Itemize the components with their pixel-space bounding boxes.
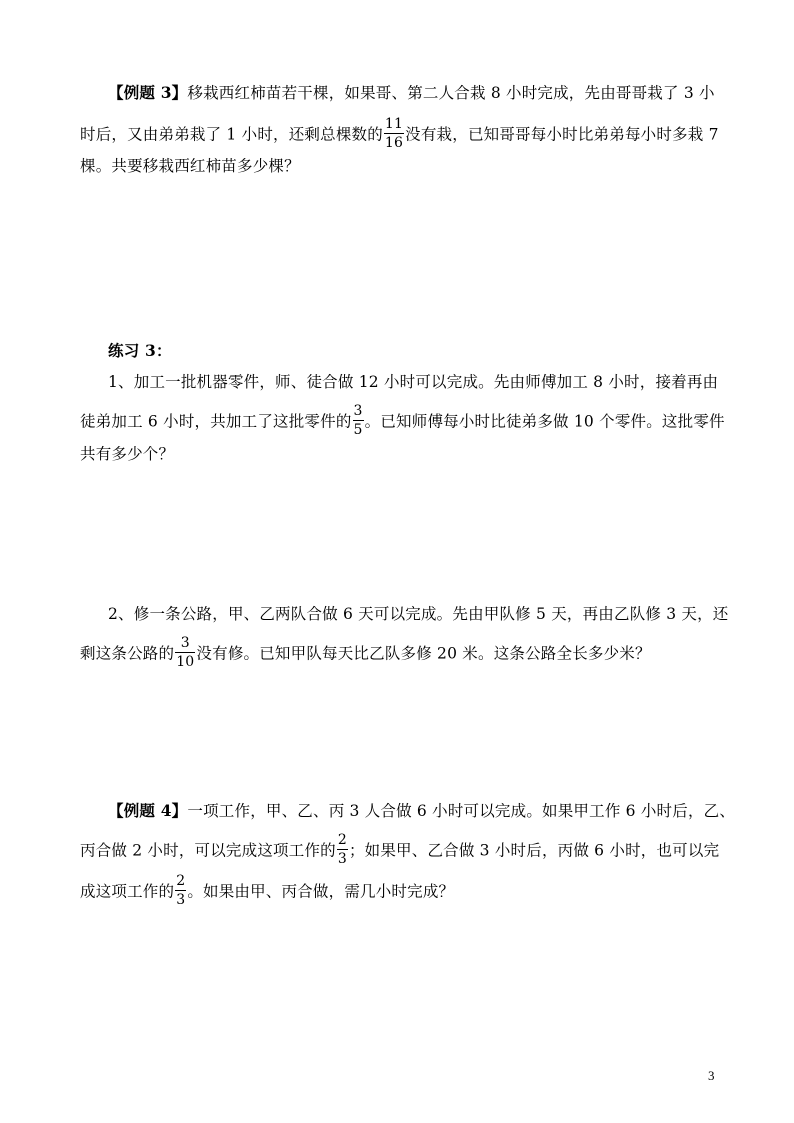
practice-3-q2-text-2b: 没有修。已知甲队每天比乙队多修 20 米。这条公路全长多少米？ bbox=[196, 644, 651, 663]
practice-3-heading: 练习 3： bbox=[108, 341, 172, 360]
example-4-text-3a: 成这项工作的 bbox=[80, 882, 175, 901]
fraction-denominator: 3 bbox=[337, 851, 347, 867]
example-4-text-3b: 。如果由甲、丙合做，需几小时完成？ bbox=[187, 882, 455, 901]
practice-3-q2-line-1: 2、修一条公路，甲、乙两队合做 6 天可以完成。先由甲队修 5 天，再由乙队修 3 天，还 bbox=[108, 605, 729, 623]
example-4-fraction-1 bbox=[337, 832, 348, 867]
fraction-denominator: 5 bbox=[353, 422, 363, 438]
example-3-text-2a: 时后，又由弟弟栽了 1 小时，还剩总棵数的 bbox=[80, 125, 383, 144]
example-4-line-3 bbox=[80, 875, 454, 910]
example-3-line-2 bbox=[80, 118, 719, 153]
fraction-denominator: 16 bbox=[384, 135, 404, 151]
fraction-bar bbox=[175, 890, 186, 891]
example-3-label: 【例题 3】 bbox=[108, 83, 188, 102]
practice-3-q2-fraction bbox=[175, 635, 195, 670]
fraction-numerator: 3 bbox=[353, 403, 363, 419]
fraction-bar bbox=[353, 420, 364, 421]
example-3-line-3: 棵。共要移栽西红柿苗多少棵？ bbox=[80, 157, 300, 175]
example-4-fraction-2 bbox=[175, 873, 186, 908]
fraction-numerator: 11 bbox=[384, 116, 404, 132]
example-4-text-1: 一项工作，甲、乙、丙 3 人合做 6 小时可以完成。如果甲工作 6 小时后，乙、 bbox=[187, 802, 736, 820]
practice-3-q1-line-2 bbox=[80, 405, 725, 440]
fraction-numerator: 2 bbox=[176, 873, 186, 889]
fraction-bar bbox=[337, 849, 348, 850]
practice-3-q2-text-2a: 剩这条公路的 bbox=[80, 644, 175, 663]
fraction-bar bbox=[175, 652, 195, 653]
practice-3-q1-line-3: 共有多少个？ bbox=[80, 445, 175, 463]
practice-3-q1-line-1: 1、加工一批机器零件，师、徒合做 12 小时可以完成。先由师傅加工 8 小时，接着再由 bbox=[108, 373, 719, 391]
example-3-text-1: 移栽西红柿苗若干棵，如果哥、第二人合栽 8 小时完成，先由哥哥栽了 3 小 bbox=[187, 84, 715, 102]
example-4-text-2a: 丙合做 2 小时，可以完成这项工作的 bbox=[80, 841, 336, 860]
fraction-numerator: 2 bbox=[337, 832, 347, 848]
example-4-line-2 bbox=[80, 834, 719, 869]
example-3-text-2b: 没有栽，已知哥哥每小时比弟弟每小时多栽 7 bbox=[405, 125, 719, 144]
page-number: 3 bbox=[708, 1068, 715, 1083]
practice-3-q1-text-2b: 。已知师傅每小时比徒弟多做 10 个零件。这批零件 bbox=[364, 412, 725, 431]
example-3-fraction bbox=[384, 116, 404, 151]
practice-3-q2-line-2 bbox=[80, 637, 651, 672]
practice-3-q1-text-2a: 徒弟加工 6 小时，共加工了这批零件的 bbox=[80, 412, 352, 431]
fraction-numerator: 3 bbox=[180, 635, 190, 651]
fraction-denominator: 10 bbox=[176, 654, 195, 670]
example-4-text-2b: ；如果甲、乙合做 3 小时后，丙做 6 小时，也可以完 bbox=[348, 841, 720, 860]
example-3-line-1 bbox=[108, 83, 715, 103]
fraction-bar bbox=[384, 133, 404, 134]
practice-3-q1-fraction bbox=[353, 403, 364, 438]
fraction-denominator: 3 bbox=[176, 892, 186, 908]
example-4-line-1 bbox=[108, 801, 735, 821]
example-4-label: 【例题 4】 bbox=[108, 801, 188, 820]
